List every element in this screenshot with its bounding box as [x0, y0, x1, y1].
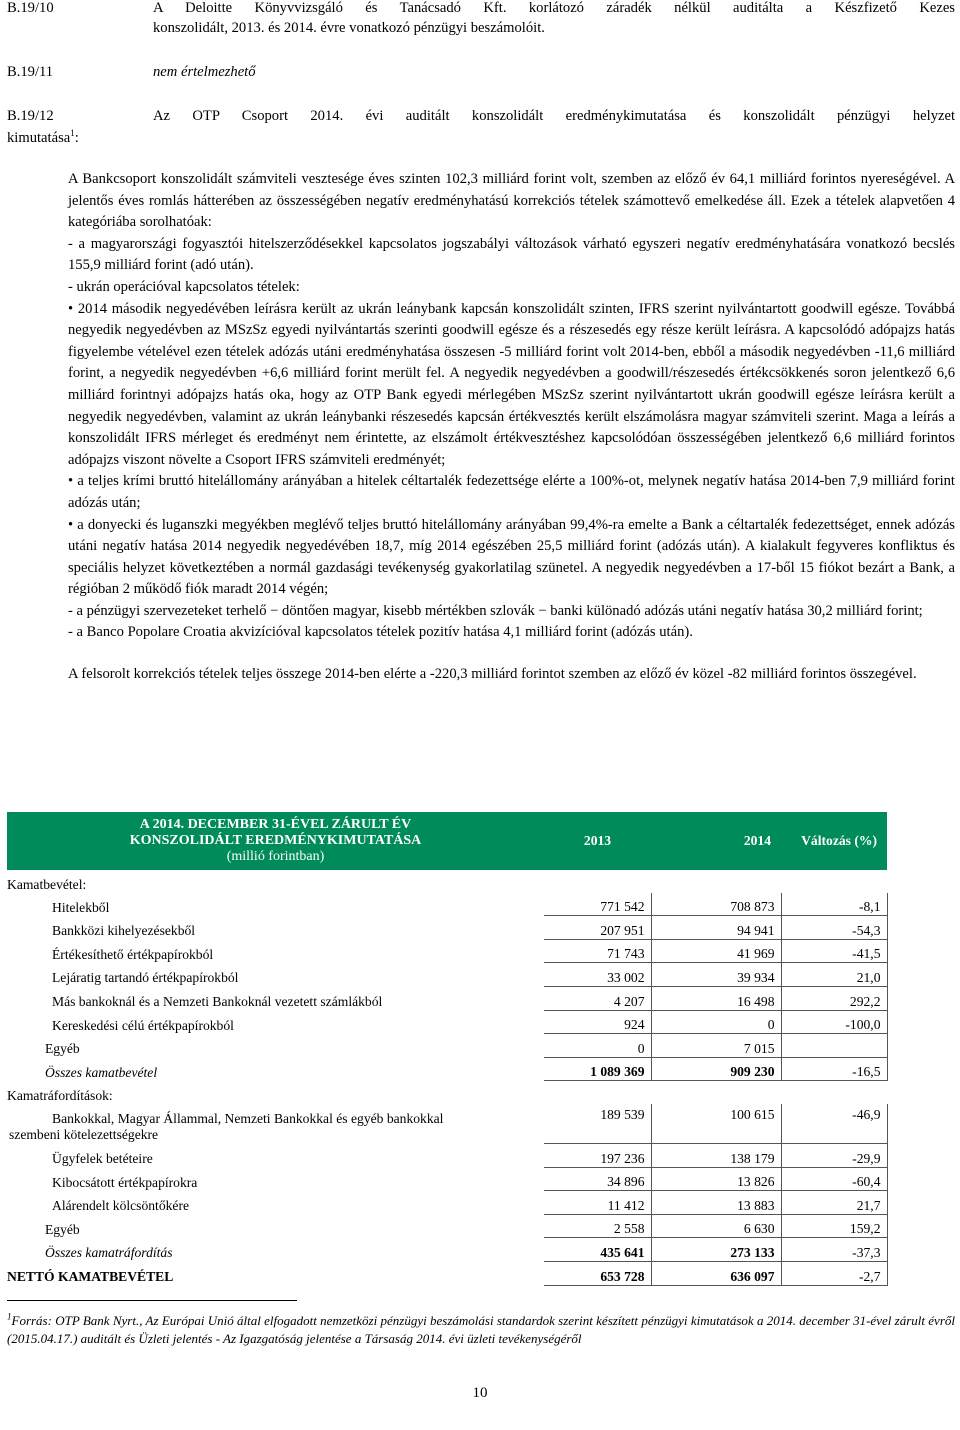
body-text — [68, 169, 955, 686]
b1910-line1: A Deloitte Könyvvizsgáló és Tanácsadó Kft. korlátozó záradék nélkül auditálta a Készfizető Kezes — [153, 0, 955, 16]
col-header-2014: 2014 — [651, 812, 781, 870]
table-row — [7, 939, 887, 963]
code-b1912: B.19/12 — [7, 108, 54, 124]
cell-change — [781, 1034, 887, 1058]
table-title-cell — [7, 812, 544, 870]
b1912-line1: Az OTP Csoport 2014. évi auditált konszolidált eredménykimutatása és konszolidált pénzügyi helyzet — [153, 108, 955, 124]
paragraph-goodwill: • 2014 második negyedévében leírásra került az ukrán leánybank kapcsán konszolidált szinten, IFRS szerint nyilvántartott goodwill egésze. Továbbá negyedik negyedévben az MSzSz egyedi nyilvántartás szerinti goodwill egésze és a részesedés egy része került leírásra. A kapcsolódó adópajzs hatás figyelembe vételével ezen tételek adózás utáni eredményhatása összesen -5 milliárd forint volt 2014-ben, ebből a második negyedévben -11,6 milliárd forint, a negyedik negyedévben +6,6 milliárd forint merült fel. A negyedik negyedévben a goodwill/részesedés értékcsökkenés soron jelentkező 6,6 milliárd forintnyi adópajzs hatás oka, hogy az OTP Bank egyedi mérlegében MSzSz szerint nyilvántartott ukrán goodwill egésze leírásra került a negyedik negyedévben, valamint az ukrán leánybanki részesedés kapcsán értékvesztés került elszámolásra magyar számviteli szerint. Maga a leírás a konszolidált IFRS mérleget és eredményt nem érintette, az elszámolt értékvesztéshez kapcsolódóan összességében jelentkező 6,6 milliárd forintos adópajzs viszont növelte a Csoport IFRS számviteli eredményét; — [68, 300, 955, 468]
table-row — [7, 1191, 887, 1215]
cell-change: 159,2 — [781, 1214, 887, 1238]
cell-2014: 0 — [651, 1010, 781, 1034]
cell-2013: 924 — [544, 1010, 651, 1034]
cell-2014: 16 498 — [651, 986, 781, 1010]
cell-2014: 7 015 — [651, 1034, 781, 1058]
table-unit: (millió forintban) — [226, 849, 325, 864]
row-label: Összes kamatbevétel — [45, 1064, 158, 1080]
cell-2014: 13 826 — [651, 1167, 781, 1191]
cell-2013: 0 — [544, 1034, 651, 1058]
code-b1911: B.19/11 — [7, 64, 54, 80]
row-label: Alárendelt kölcsöntőkére — [52, 1198, 190, 1214]
income-statement-table — [7, 812, 888, 1286]
paragraph-total: A felsorolt korrekciós tételek teljes összege 2014-ben elérte a -220,3 milliárd forintot szemben az előző év közel -82 milliárd forintos összegével. — [68, 666, 917, 683]
cell-2013: 71 743 — [544, 939, 651, 963]
cell-change: -2,7 — [781, 1261, 887, 1285]
cell-2013: 771 542 — [544, 893, 651, 916]
page-number: 10 — [472, 1385, 488, 1401]
paragraph-crimea: • a teljes krími bruttó hitelállomány arányában a hitelek céltartalék fedezettsége elérte a 100%-ot, melynek negatív hatása 2014-ben 7,9 milliárd forint adózás után; — [68, 473, 955, 511]
row-label: Más bankoknál és a Nemzeti Bankoknál vezetett számlákból — [52, 994, 383, 1010]
paragraph-summary: A Bankcsoport konszolidált számviteli vesztesége éves szinten 102,3 milliárd forint volt, szemben az előző év 64,1 milliárd forintos nyereségével. A jelentős éves romlás hátterében az összességében negatív eredményhatású korrekciós tételek számottevő emelkedése áll. Ezek a tételek alapvetően 4 kategóriába sorolhatóak: — [68, 171, 955, 231]
table-row — [7, 963, 887, 987]
cell-change: -16,5 — [781, 1057, 887, 1081]
cell-2013: 207 951 — [544, 916, 651, 940]
cell-2014: 636 097 — [651, 1261, 781, 1285]
footnote-text: Forrás: OTP Bank Nyrt., Az Európai Unió által elfogadott nemzetközi pénzügyi beszámolási standardok szerint készített pénzügyi kimutatások a 2014. december 31-ével zárult évről (2015.04.17.) auditált és Üzleti jelentés - Az Igazgatóság jelentése a Társaság 2014. évi üzleti tevékenységéről — [7, 1313, 955, 1346]
section-label: Kamatbevétel: — [7, 876, 87, 892]
b1911-text: nem értelmezhető — [153, 64, 256, 80]
net-interest-income-row — [7, 1261, 887, 1285]
cell-2013: 4 207 — [544, 986, 651, 1010]
row-label: Hitelekből — [52, 899, 110, 915]
table-row — [7, 1143, 887, 1167]
table-row — [7, 916, 887, 940]
row-label: Lejáratig tartandó értékpapírokból — [52, 970, 239, 986]
cell-change: -60,4 — [781, 1167, 887, 1191]
table-header-row — [7, 812, 887, 870]
paragraph-croatia: - a Banco Popolare Croatia akvizícióval kapcsolatos tételek pozitív hatása 4,1 milliárd forint (adózás után). — [68, 624, 693, 641]
cell-change: -100,0 — [781, 1010, 887, 1034]
row-label: Értékesíthető értékpapírokból — [52, 946, 214, 962]
col-header-2013: 2013 — [544, 812, 651, 870]
table-row — [7, 1214, 887, 1238]
section-row-interest-expense — [7, 1081, 887, 1104]
paragraph-donetsk: • a donyecki és luganszki megyékben meglévő teljes bruttó hitelállomány arányában 99,4%-ra emelte a Bank a céltartalék fedezettséget, ennek adózás utáni negatív hatása 2014 negyedik negyedévében 18,7, míg 2014 egészében 25,5 milliárd forint (adózás után). A kialakult fegyveres konfliktus és speciális helyzet következtében a normál gazdasági tevékenység gyakorlatilag szünetel. A negyedik negyedévben a 17-ből 15 fiókot bezárt a Bank, a régióban 2 működő fiók maradt 2014 végén; — [68, 516, 955, 598]
cell-change: -29,9 — [781, 1143, 887, 1167]
b1912-line2: kimutatása$^1$: — [7, 128, 79, 146]
row-label: Összes kamatráfordítás — [45, 1245, 173, 1261]
row-label: NETTÓ KAMATBEVÉTEL — [7, 1269, 174, 1284]
cell-change: 21,0 — [781, 963, 887, 987]
table-row — [7, 986, 887, 1010]
cell-2013: 189 539 — [544, 1104, 651, 1144]
cell-2014: 13 883 — [651, 1191, 781, 1215]
total-row-interest-income — [7, 1057, 887, 1081]
table-row — [7, 893, 887, 916]
row-label: Ügyfelek betéteire — [52, 1151, 153, 1167]
row-label: Kibocsátott értékpapírokra — [52, 1174, 198, 1190]
row-label: Bankokkal, Magyar Állammal, Nemzeti Bankokkal és egyéb bankokkal szembeni kötelezettségekre — [9, 1111, 444, 1143]
cell-2013: 1 089 369 — [544, 1057, 651, 1081]
cell-2014: 41 969 — [651, 939, 781, 963]
table-title-line2: KONSZOLIDÁLT EREDMÉNYKIMUTATÁSA — [129, 833, 422, 848]
cell-2014: 909 230 — [651, 1057, 781, 1081]
cell-2013: 435 641 — [544, 1238, 651, 1262]
table-row — [7, 1167, 887, 1191]
row-label: Egyéb — [45, 1041, 80, 1057]
col-header-change: Változás (%) — [781, 812, 887, 870]
cell-2014: 273 133 — [651, 1238, 781, 1262]
cell-2014: 138 179 — [651, 1143, 781, 1167]
cell-change: -41,5 — [781, 939, 887, 963]
cell-change: 21,7 — [781, 1191, 887, 1215]
footnote-marker: 1 — [7, 1311, 12, 1322]
row-label: Egyéb — [45, 1221, 80, 1237]
cell-2014: 6 630 — [651, 1214, 781, 1238]
cell-change: 292,2 — [781, 986, 887, 1010]
code-b1910: B.19/10 — [7, 0, 54, 16]
cell-2014: 39 934 — [651, 963, 781, 987]
cell-2013: 33 002 — [544, 963, 651, 987]
cell-2013: 11 412 — [544, 1191, 651, 1215]
cell-2013: 197 236 — [544, 1143, 651, 1167]
cell-2013: 34 896 — [544, 1167, 651, 1191]
table-row — [7, 1034, 887, 1058]
paragraph-consumer-loans: - a magyarországi fogyasztói hitelszerződésekkel kapcsolatos jogszabályi változások várható egyszeri negatív eredményhatására vonatkozó becslés 155,9 milliárd forint (adó után). — [68, 235, 955, 274]
footnote-separator — [7, 1300, 297, 1301]
footnote — [7, 1312, 955, 1348]
cell-2014: 708 873 — [651, 893, 781, 916]
cell-2014: 94 941 — [651, 916, 781, 940]
paragraph-bank-tax: - a pénzügyi szervezeteket terhelő − döntően magyar, kisebb mértékben szlovák − banki különadó adózás utáni negatív hatása 30,2 milliárd forint; — [68, 602, 923, 619]
section-row-interest-income — [7, 870, 887, 893]
cell-2013: 653 728 — [544, 1261, 651, 1285]
cell-2014: 100 615 — [651, 1104, 781, 1144]
cell-change: -54,3 — [781, 916, 887, 940]
row-label: Kereskedési célú értékpapírokból — [52, 1017, 234, 1033]
section-label: Kamatráfordítások: — [7, 1087, 113, 1103]
table-title-line1: A 2014. DECEMBER 31-ÉVEL ZÁRULT ÉV — [139, 817, 412, 832]
total-row-interest-expense — [7, 1238, 887, 1262]
row-label: Bankközi kihelyezésekből — [52, 923, 196, 939]
table-row — [7, 1010, 887, 1034]
b1910-line2: konszolidált, 2013. és 2014. évre vonatkozó pénzügyi beszámolóit. — [153, 20, 545, 36]
table-row — [7, 1104, 887, 1144]
cell-change: -8,1 — [781, 893, 887, 916]
cell-2013: 2 558 — [544, 1214, 651, 1238]
paragraph-ukraine-intro: - ukrán operációval kapcsolatos tételek: — [68, 278, 300, 295]
cell-change: -46,9 — [781, 1104, 887, 1144]
cell-change: -37,3 — [781, 1238, 887, 1262]
